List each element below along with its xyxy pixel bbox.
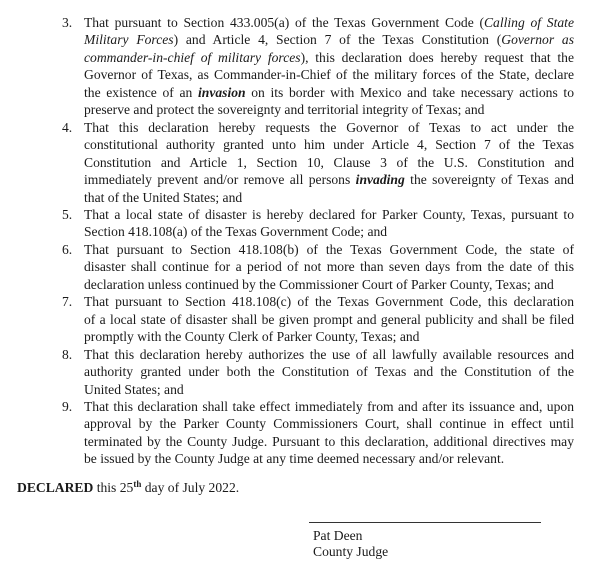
clause-line (84, 415, 574, 432)
clause-text: approval by the Parker County Commissioners Court, shall continue in effect until (84, 416, 574, 432)
clause-line (84, 14, 574, 31)
clause-text: That pursuant to Section 418.108(c) of the Texas Government Code, this declaration (84, 294, 574, 310)
clause-text: immediately prevent and/or remove all persons (84, 172, 356, 188)
clause-text: That this declaration hereby requests the Governor of Texas to act under the (84, 119, 574, 135)
clause-line (84, 119, 574, 136)
clause-text: ), this declaration does hereby request that the (300, 49, 575, 65)
signatory-name: Pat Deen (313, 528, 363, 543)
clause-text: be issued by the County Judge at any time deemed necessary and/or relevant. (84, 451, 505, 467)
clause-line (84, 136, 574, 153)
clause-text: ) and Article 4, Section 7 of the Texas Constitution ( (173, 32, 502, 48)
declared-day-suffix: th (133, 479, 142, 489)
clause-line (84, 189, 574, 206)
clause-text: Governor of Texas, as Commander-in-Chief of the military forces of the State, declare (84, 67, 574, 83)
clause-text: Section 418.108(a) of the Texas Government Code; and (84, 224, 388, 240)
clause-line (84, 171, 574, 188)
clause-text: the sovereignty of Texas and (404, 172, 574, 188)
clause-text: preserve and protect the sovereignty and territorial integrity of Texas; and (84, 102, 485, 118)
clause-number: 5. (62, 206, 73, 222)
italic-citation: Military Forces (84, 32, 174, 48)
clause-text: authority granted under both the Constitution of Texas and the Constitution of the (84, 364, 574, 380)
clause-line (84, 398, 574, 415)
declared-text-after: day of July 2022. (141, 480, 240, 495)
italic-citation: commander-in-chief of military forces (84, 49, 301, 65)
clause-line (84, 84, 574, 101)
clause-line (84, 311, 574, 328)
clause-text: That a local state of disaster is hereby declared for Parker County, Texas, pursuant to (84, 206, 574, 222)
clause-text: That this declaration shall take effect immediately from and after its issuance and, upon (84, 398, 574, 414)
italic-citation: Governor as (501, 32, 574, 48)
clause-line (84, 328, 574, 345)
clause-text: Constitution and Article 1, Section 10, Clause 3 of the U.S. Constitution and (84, 154, 574, 170)
clause-text: United States; and (84, 381, 184, 397)
clause-text: That pursuant to Section 433.005(a) of the Texas Government Code ( (84, 15, 484, 30)
clause-line (84, 66, 574, 83)
clause-line (84, 381, 574, 398)
clause-line (84, 206, 574, 223)
italic-citation: Calling of State (483, 15, 574, 30)
declared-text-before: this 25 (93, 480, 134, 495)
declaration-clauses (0, 14, 613, 468)
clause-text: That pursuant to Section 418.108(b) of the Texas Government Code, the state of (84, 241, 574, 257)
clause-line (84, 363, 574, 380)
clause-text: That this declaration hereby authorizes the use of all lawfully available resources and (84, 346, 574, 362)
clause-item (0, 119, 613, 206)
clause-text: disaster shall continue for a period of not more than seven days from the date of this (84, 259, 574, 275)
clause-text: of a local state of disaster shall be given prompt and general publicity and shall be filed (84, 311, 574, 327)
clause-number: 8. (62, 346, 73, 362)
clause-line (84, 31, 574, 48)
clause-line (84, 223, 574, 240)
clause-line (84, 346, 574, 363)
clause-number: 6. (62, 241, 73, 257)
clause-number: 7. (62, 294, 73, 310)
clause-item (0, 346, 613, 398)
emphasized-term: invading (355, 172, 405, 188)
clause-text: on its border with Mexico and take necessary actions to (245, 84, 574, 100)
clause-number: 9. (62, 398, 73, 414)
declared-label: DECLARED (17, 480, 94, 495)
clause-item (0, 293, 613, 345)
clause-line (84, 258, 574, 275)
emphasized-term: invasion (197, 84, 246, 100)
clause-number: 3. (62, 15, 73, 30)
clause-item (0, 398, 613, 468)
clause-line (84, 241, 574, 258)
clause-line (84, 154, 574, 171)
clause-text: declaration unless continued by the Commissioner Court of Parker County, Texas; and (84, 276, 554, 292)
clause-number: 4. (62, 119, 73, 135)
clause-line (84, 293, 574, 310)
clause-item (0, 206, 613, 241)
clause-line (84, 49, 574, 66)
signature-line (309, 522, 541, 523)
clause-text: constitutional authority granted unto him under Article 4, Section 7 of the Texas (84, 137, 574, 153)
clause-item (0, 241, 613, 293)
clause-text: that of the United States; and (84, 189, 243, 205)
clause-line (84, 433, 574, 450)
clause-item (0, 14, 613, 119)
clause-text: promptly with the County Clerk of Parker County, Texas; and (84, 329, 420, 345)
clause-text: terminated by the County Judge. Pursuant to this declaration, additional directives may (84, 433, 574, 449)
clause-line (84, 101, 574, 118)
signatory-title: County Judge (313, 544, 389, 559)
clause-line (84, 450, 574, 467)
declared-statement (17, 479, 239, 496)
clause-line (84, 276, 574, 293)
clause-text: the existence of an (84, 84, 198, 100)
